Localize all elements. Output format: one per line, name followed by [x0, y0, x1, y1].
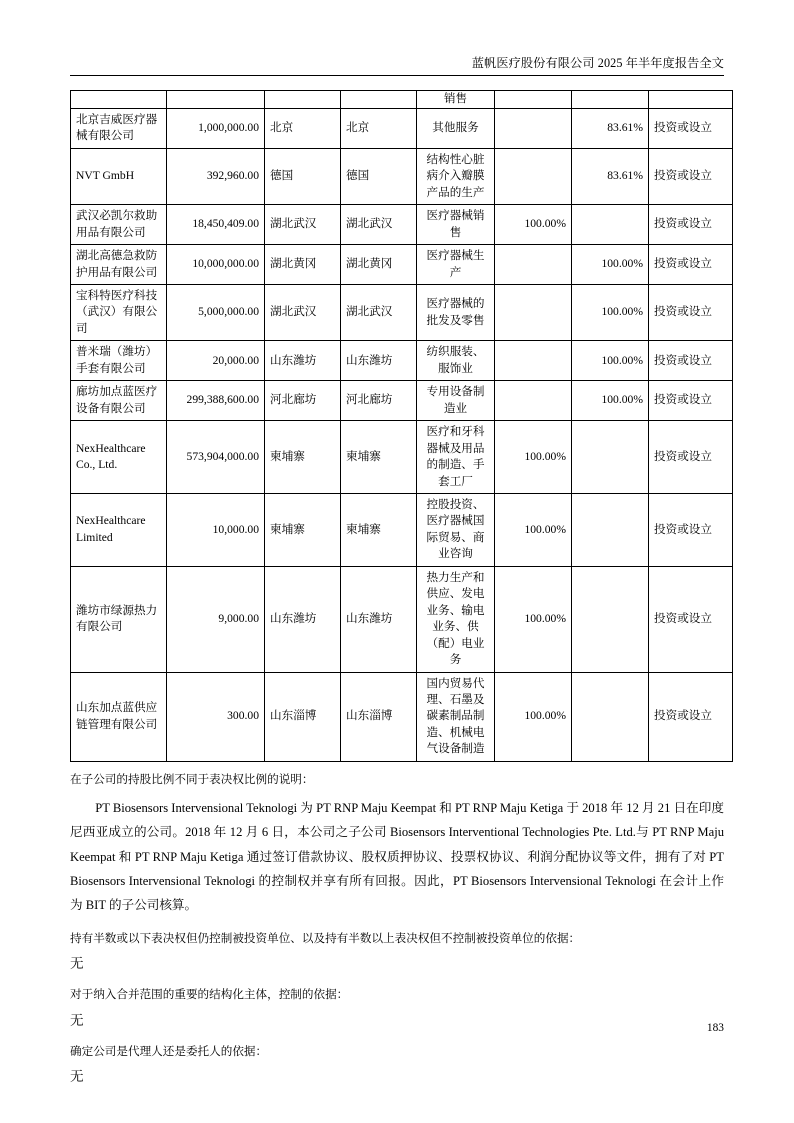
cell-registered-capital: 392,960.00 [167, 148, 265, 204]
cell-acquisition-method: 投资或设立 [649, 672, 733, 761]
cell-indirect-holding: 83.61% [572, 108, 649, 148]
cell-registration-place: 山东潍坊 [341, 341, 417, 381]
header-divider [70, 75, 724, 76]
cell-direct-holding: 100.00% [495, 421, 572, 494]
cell-registration-place: 湖北武汉 [341, 205, 417, 245]
cell-registered-capital: 18,450,409.00 [167, 205, 265, 245]
cell-name: NexHealthcare Limited [71, 493, 167, 566]
cell-main-place: 德国 [265, 148, 341, 204]
cell-acquisition-method: 投资或设立 [649, 381, 733, 421]
cell-main-place: 河北廊坊 [265, 381, 341, 421]
cell-main-place: 山东潍坊 [265, 341, 341, 381]
cell-name: 宝科特医疗科技（武汉）有限公司 [71, 285, 167, 341]
structured-entity-label: 对于纳入合并范围的重要的结构化主体，控制的依据： [70, 988, 349, 1002]
cell-acquisition-method: 投资或设立 [649, 285, 733, 341]
table-row [71, 285, 733, 341]
cell-acquisition-method: 投资或设立 [649, 108, 733, 148]
cell-name: 潍坊市绿源热力有限公司 [71, 566, 167, 672]
table-row [71, 672, 733, 761]
cell-business-nature: 医疗和牙科器械及用品的制造、手套工厂 [417, 421, 495, 494]
cell-indirect-holding: 100.00% [572, 381, 649, 421]
cell-acquisition-method: 投资或设立 [649, 421, 733, 494]
cell-registered-capital: 9,000.00 [167, 566, 265, 672]
cell-registration-place: 山东潍坊 [341, 566, 417, 672]
cell-direct-holding [495, 108, 572, 148]
cell-business-nature: 热力生产和供应、发电业务、输电业务、供（配）电业务 [417, 566, 495, 672]
cell-registered-capital: 10,000.00 [167, 493, 265, 566]
cell-direct-holding: 100.00% [495, 205, 572, 245]
cell-main-place: 柬埔寨 [265, 493, 341, 566]
cell-registration-place: 河北廊坊 [341, 381, 417, 421]
cell-business-nature: 医疗器械销售 [417, 205, 495, 245]
cell-business-nature: 控股投资、医疗器械国际贸易、商业咨询 [417, 493, 495, 566]
cell-business-nature: 其他服务 [417, 108, 495, 148]
cell-registered-capital [167, 91, 265, 108]
cell-acquisition-method: 投资或设立 [649, 245, 733, 285]
cell-main-place: 北京 [265, 108, 341, 148]
cell-main-place [265, 91, 341, 108]
table-row [71, 341, 733, 381]
cell-main-place: 山东潍坊 [265, 566, 341, 672]
subsidiaries-table [70, 90, 733, 761]
cell-registered-capital: 5,000,000.00 [167, 285, 265, 341]
cell-registered-capital: 300.00 [167, 672, 265, 761]
table-row [71, 245, 733, 285]
cell-registration-place: 柬埔寨 [341, 421, 417, 494]
cell-registration-place: 德国 [341, 148, 417, 204]
cell-acquisition-method: 投资或设立 [649, 205, 733, 245]
cell-registration-place: 北京 [341, 108, 417, 148]
cell-direct-holding [495, 148, 572, 204]
cell-direct-holding: 100.00% [495, 672, 572, 761]
running-header-title: 蓝帆医疗股份有限公司 2025 年半年度报告全文 [471, 56, 724, 70]
control-basis-answer: 无 [70, 956, 84, 972]
cell-name: 普米瑞（潍坊）手套有限公司 [71, 341, 167, 381]
table-row [71, 108, 733, 148]
table-row [71, 148, 733, 204]
holding-vs-voting-paragraph: PT Biosensors Intervensional Teknologi 为 PT RNP Maju Keempat 和 PT RNP Maju Ketiga 于 2018 年 12 月 21 日在印度尼西亚成立的公司。2018 年 12 月 6 日，本公司之子公司 Biosensors Interventional Technologies Pte. Ltd.与 PT RNP Maju Keempat 和 PT RNP Maju Ketiga 通过签订借款协议、股权质押协议、投票权协议、利润分配协议等文件，拥有了对 PT Biosensors Intervensional Teknologi 的控制权并享有所有回报。因此，PT Biosensors Intervensional Teknologi 在会计上作为 BIT 的子公司核算。 [70, 801, 724, 912]
cell-name: 北京吉威医疗器械有限公司 [71, 108, 167, 148]
agent-or-principal-label: 确定公司是代理人还是委托人的依据： [70, 1044, 268, 1058]
cell-business-nature: 结构性心脏病介入瓣膜产品的生产 [417, 148, 495, 204]
cell-registered-capital: 20,000.00 [167, 341, 265, 381]
cell-main-place: 湖北武汉 [265, 205, 341, 245]
cell-indirect-holding: 100.00% [572, 285, 649, 341]
cell-registration-place: 柬埔寨 [341, 493, 417, 566]
cell-acquisition-method: 投资或设立 [649, 493, 733, 566]
cell-indirect-holding: 83.61% [572, 148, 649, 204]
cell-name: NVT GmbH [71, 148, 167, 204]
structured-entity-answer: 无 [70, 1012, 84, 1028]
table-row [71, 381, 733, 421]
cell-direct-holding [495, 285, 572, 341]
cell-business-nature: 专用设备制造业 [417, 381, 495, 421]
cell-name: 山东加点蓝供应链管理有限公司 [71, 672, 167, 761]
cell-direct-holding [495, 91, 572, 108]
table-row-partial-top [71, 91, 733, 108]
page-content [70, 0, 724, 1086]
agent-or-principal-answer: 无 [70, 1069, 84, 1085]
cell-direct-holding [495, 245, 572, 285]
cell-registered-capital: 10,000,000.00 [167, 245, 265, 285]
cell-registered-capital: 573,904,000.00 [167, 421, 265, 494]
cell-acquisition-method: 投资或设立 [649, 148, 733, 204]
table-row [71, 566, 733, 672]
subsidiaries-table-body [71, 91, 733, 761]
cell-name [71, 91, 167, 108]
cell-direct-holding: 100.00% [495, 566, 572, 672]
table-row [71, 205, 733, 245]
cell-registration-place: 湖北黄冈 [341, 245, 417, 285]
cell-name: NexHealthcare Co., Ltd. [71, 421, 167, 494]
page-number: 183 [706, 1022, 724, 1034]
cell-name: 廊坊加点蓝医疗设备有限公司 [71, 381, 167, 421]
cell-main-place: 湖北黄冈 [265, 245, 341, 285]
cell-main-place: 山东淄博 [265, 672, 341, 761]
cell-registered-capital: 299,388,600.00 [167, 381, 265, 421]
cell-business-nature: 销售 [417, 91, 495, 108]
cell-main-place: 柬埔寨 [265, 421, 341, 494]
cell-indirect-holding: 100.00% [572, 341, 649, 381]
cell-direct-holding: 100.00% [495, 493, 572, 566]
cell-registration-place [341, 91, 417, 108]
holding-vs-voting-label: 在子公司的持股比例不同于表决权比例的说明： [70, 772, 314, 786]
cell-business-nature: 国内贸易代理、石墨及碳素制品制造、机械电气设备制造 [417, 672, 495, 761]
cell-direct-holding [495, 381, 572, 421]
cell-acquisition-method: 投资或设立 [649, 566, 733, 672]
cell-indirect-holding [572, 205, 649, 245]
cell-indirect-holding [572, 566, 649, 672]
cell-acquisition-method: 投资或设立 [649, 341, 733, 381]
cell-indirect-holding [572, 421, 649, 494]
cell-acquisition-method [649, 91, 733, 108]
cell-registration-place: 山东淄博 [341, 672, 417, 761]
control-basis-label: 持有半数或以下表决权但仍控制被投资单位、以及持有半数以上表决权但不控制被投资单位的依据： [70, 932, 581, 946]
cell-business-nature: 纺织服装、服饰业 [417, 341, 495, 381]
cell-direct-holding [495, 341, 572, 381]
cell-indirect-holding [572, 91, 649, 108]
running-header [70, 0, 724, 71]
cell-indirect-holding: 100.00% [572, 245, 649, 285]
cell-registered-capital: 1,000,000.00 [167, 108, 265, 148]
cell-main-place: 湖北武汉 [265, 285, 341, 341]
cell-name: 武汉必凯尔救助用品有限公司 [71, 205, 167, 245]
cell-name: 湖北高德急救防护用品有限公司 [71, 245, 167, 285]
table-row [71, 493, 733, 566]
cell-registration-place: 湖北武汉 [341, 285, 417, 341]
cell-business-nature: 医疗器械的批发及零售 [417, 285, 495, 341]
table-row [71, 421, 733, 494]
cell-business-nature: 医疗器械生产 [417, 245, 495, 285]
cell-indirect-holding [572, 672, 649, 761]
cell-indirect-holding [572, 493, 649, 566]
